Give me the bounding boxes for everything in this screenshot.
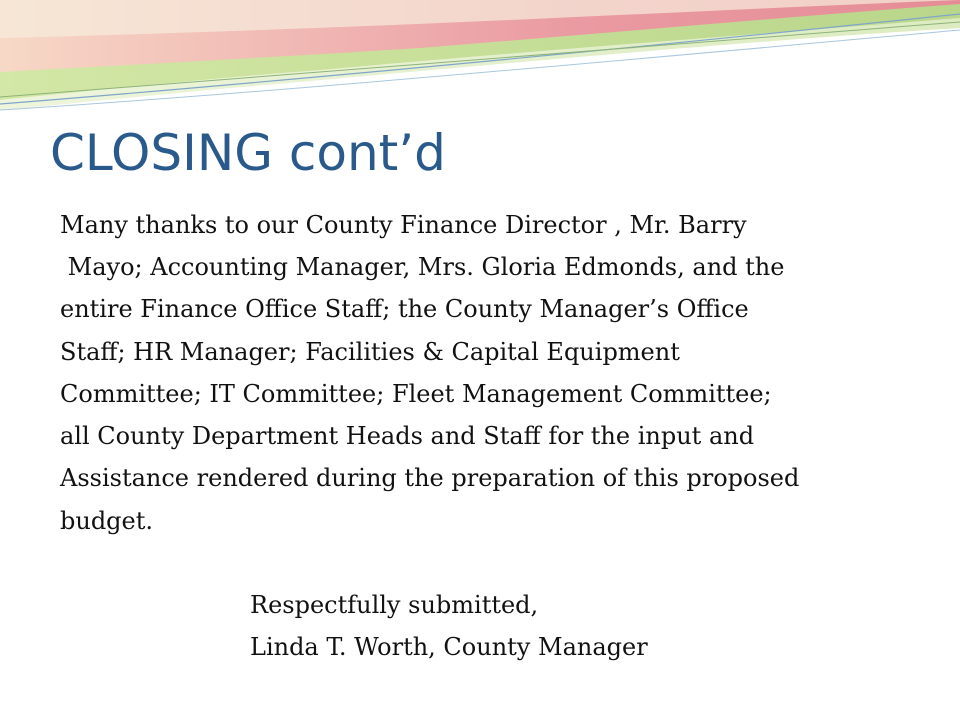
body-text-line: Mayo; Accounting Manager, Mrs. Gloria Edmonds, and the xyxy=(60,253,785,281)
body-text-line: Staff; HR Manager; Facilities & Capital Equipment xyxy=(60,338,680,366)
decorative-wave-banner xyxy=(0,0,960,120)
body-text-line: Assistance rendered during the preparation of this proposed xyxy=(60,464,800,492)
signature-closing: Respectfully submitted, xyxy=(250,591,539,619)
body-text-line: entire Finance Office Staff; the County Manager’s Office xyxy=(60,295,749,323)
body-text-line: Many thanks to our County Finance Director , Mr. Barry xyxy=(60,211,747,239)
body-text-line: budget. xyxy=(60,507,154,535)
slide-title: CLOSING cont’d xyxy=(50,124,446,182)
body-text-line: Committee; IT Committee; Fleet Management Committee; xyxy=(60,380,772,408)
signature-name: Linda T. Worth, County Manager xyxy=(250,633,648,661)
body-text-line: all County Department Heads and Staff for the input and xyxy=(60,422,755,450)
